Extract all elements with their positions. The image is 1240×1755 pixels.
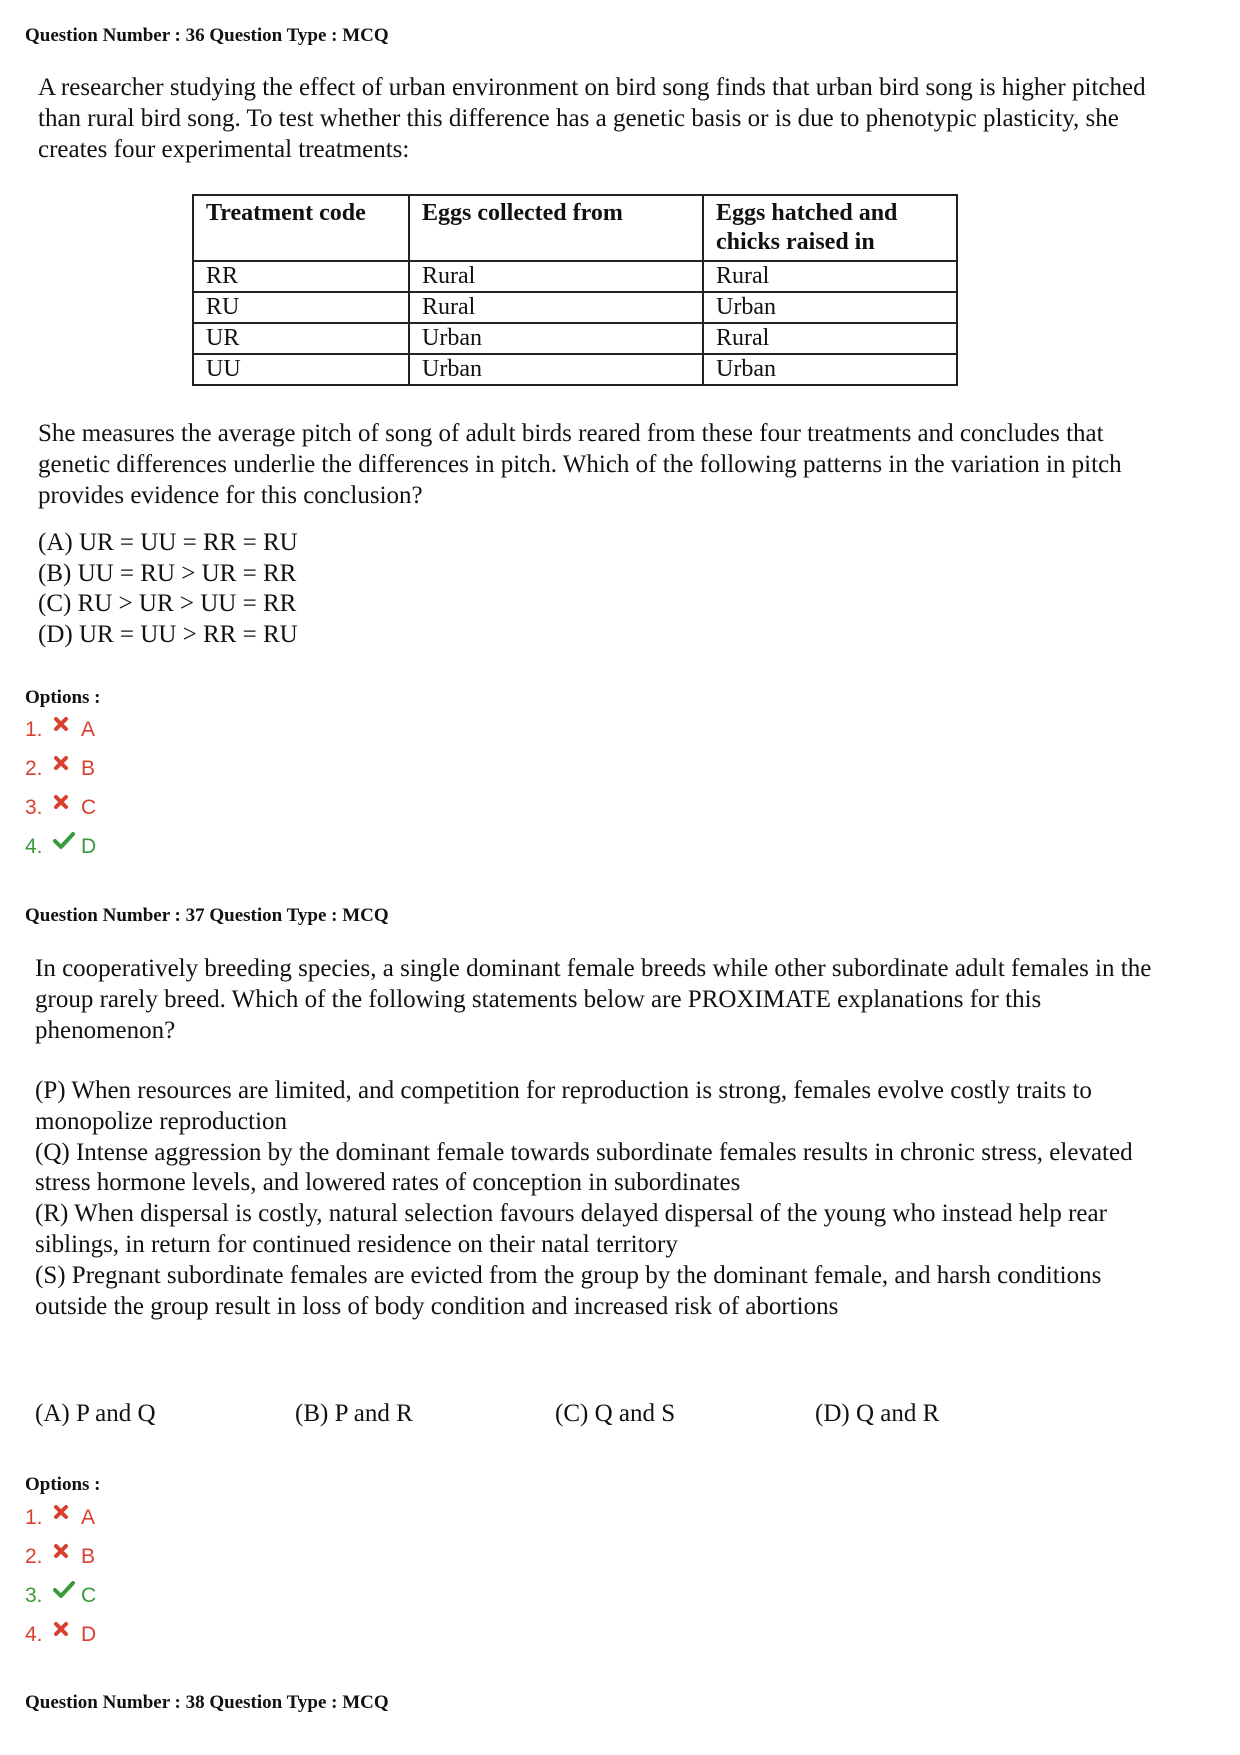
- options-label: Options :: [25, 687, 101, 708]
- table-cell: Urban: [409, 323, 703, 354]
- table-row: [193, 292, 957, 323]
- table-cell: Urban: [703, 292, 957, 323]
- table-cell: Urban: [409, 354, 703, 385]
- table-cell: Rural: [703, 323, 957, 354]
- treatment-table: [192, 194, 958, 386]
- cross-icon: [53, 794, 81, 810]
- table-header-row: [193, 195, 957, 261]
- question-36-choices: [38, 528, 298, 650]
- question-37-statements: [35, 1076, 1155, 1322]
- option-number: 2.: [25, 757, 43, 780]
- question-37-choices: [35, 1400, 1075, 1428]
- option-number: 1.: [25, 718, 43, 741]
- table-cell: UU: [193, 354, 409, 385]
- question-36-stem-text: A researcher studying the effect of urban environment on bird song finds that urban bird song is higher pitched than rural bird song. To test whether this difference has a genetic basis or is due to phenotypic plasticity, she creates four experimental treatments:: [38, 74, 1146, 163]
- option-letter: B: [81, 757, 96, 780]
- options-label: Options :: [25, 1474, 101, 1495]
- option-1[interactable]: [25, 1503, 95, 1533]
- option-3[interactable]: [25, 1581, 96, 1611]
- question-36-header: Question Number : 36 Question Type : MCQ: [25, 25, 389, 46]
- table-header-cell: Treatment code: [193, 195, 409, 261]
- cross-icon: [53, 755, 81, 771]
- choice-b: (B) UU = RU > UR = RR: [38, 559, 297, 587]
- cross-icon: [53, 1504, 81, 1520]
- option-number: 1.: [25, 1506, 43, 1529]
- option-4[interactable]: [25, 832, 96, 862]
- table-cell: RR: [193, 261, 409, 292]
- question-37-stem: [35, 953, 1155, 1046]
- statement-q: (Q) Intense aggression by the dominant female towards subordinate females results in chronic stress, elevated stress hormone levels, and lowered rates of conception in subordinates: [35, 1138, 1133, 1197]
- choice-a: (A) P and Q: [35, 1400, 156, 1427]
- option-letter: D: [81, 1623, 97, 1646]
- table-cell: Rural: [409, 292, 703, 323]
- choice-a: (A) UR = UU = RR = RU: [38, 529, 298, 556]
- option-letter: A: [81, 718, 96, 741]
- option-letter: A: [81, 1506, 96, 1529]
- option-number: 4.: [25, 835, 43, 858]
- table-row: [193, 323, 957, 354]
- option-letter: B: [81, 1545, 96, 1568]
- option-letter: C: [81, 796, 97, 819]
- table-row: [193, 354, 957, 385]
- choice-c: (C) Q and S: [555, 1400, 676, 1427]
- question-36-followup-text: She measures the average pitch of song of adult birds reared from these four treatments and concludes that genetic differences underlie the differences in pitch. Which of the following patterns in the variation in pitch provides evidence for this conclusion?: [38, 420, 1122, 509]
- question-36-followup: [38, 418, 1158, 511]
- option-2[interactable]: [25, 1542, 95, 1572]
- table-cell: Urban: [703, 354, 957, 385]
- table-cell: Rural: [703, 261, 957, 292]
- check-icon: [53, 832, 81, 850]
- option-2[interactable]: [25, 754, 95, 784]
- choice-d: (D) UR = UU > RR = RU: [38, 620, 298, 648]
- statement-r: (R) When dispersal is costly, natural selection favours delayed dispersal of the young who instead help rear siblings, in return for continued residence on their natal territory: [35, 1200, 1107, 1258]
- choice-b: (B) P and R: [295, 1400, 413, 1427]
- option-1[interactable]: [25, 715, 95, 745]
- option-number: 2.: [25, 1545, 43, 1568]
- statement-s: (S) Pregnant subordinate females are evicted from the group by the dominant female, and harsh conditions outside the group result in loss of body condition and increased risk of abortions: [35, 1261, 1102, 1320]
- cross-icon: [53, 1621, 81, 1637]
- option-3[interactable]: [25, 793, 96, 823]
- option-letter: C: [81, 1584, 97, 1607]
- choice-c: (C) RU > UR > UU = RR: [38, 590, 297, 617]
- table-cell: Rural: [409, 261, 703, 292]
- option-number: 3.: [25, 1584, 43, 1607]
- question-36-stem: [38, 72, 1158, 165]
- table-row: [193, 261, 957, 292]
- table-cell: RU: [193, 292, 409, 323]
- table-header-cell: Eggs collected from: [409, 195, 703, 261]
- question-38-header: Question Number : 38 Question Type : MCQ: [25, 1692, 389, 1713]
- choice-d: (D) Q and R: [815, 1400, 940, 1427]
- table-header-cell: Eggs hatched and chicks raised in: [703, 195, 957, 261]
- check-icon: [53, 1581, 81, 1599]
- cross-icon: [53, 1543, 81, 1559]
- option-number: 3.: [25, 796, 43, 819]
- table-cell: UR: [193, 323, 409, 354]
- option-letter: D: [81, 835, 97, 858]
- option-number: 4.: [25, 1623, 43, 1646]
- option-4[interactable]: [25, 1620, 96, 1650]
- question-37-stem-text: In cooperatively breeding species, a single dominant female breeds while other subordinate adult females in the group rarely breed. Which of the following statements below are PROXIMATE explanations for this phenomenon?: [35, 955, 1152, 1044]
- statement-p: (P) When resources are limited, and competition for reproduction is strong, females evolve costly traits to monopolize reproduction: [35, 1077, 1092, 1135]
- cross-icon: [53, 716, 81, 732]
- question-37-header: Question Number : 37 Question Type : MCQ: [25, 905, 389, 926]
